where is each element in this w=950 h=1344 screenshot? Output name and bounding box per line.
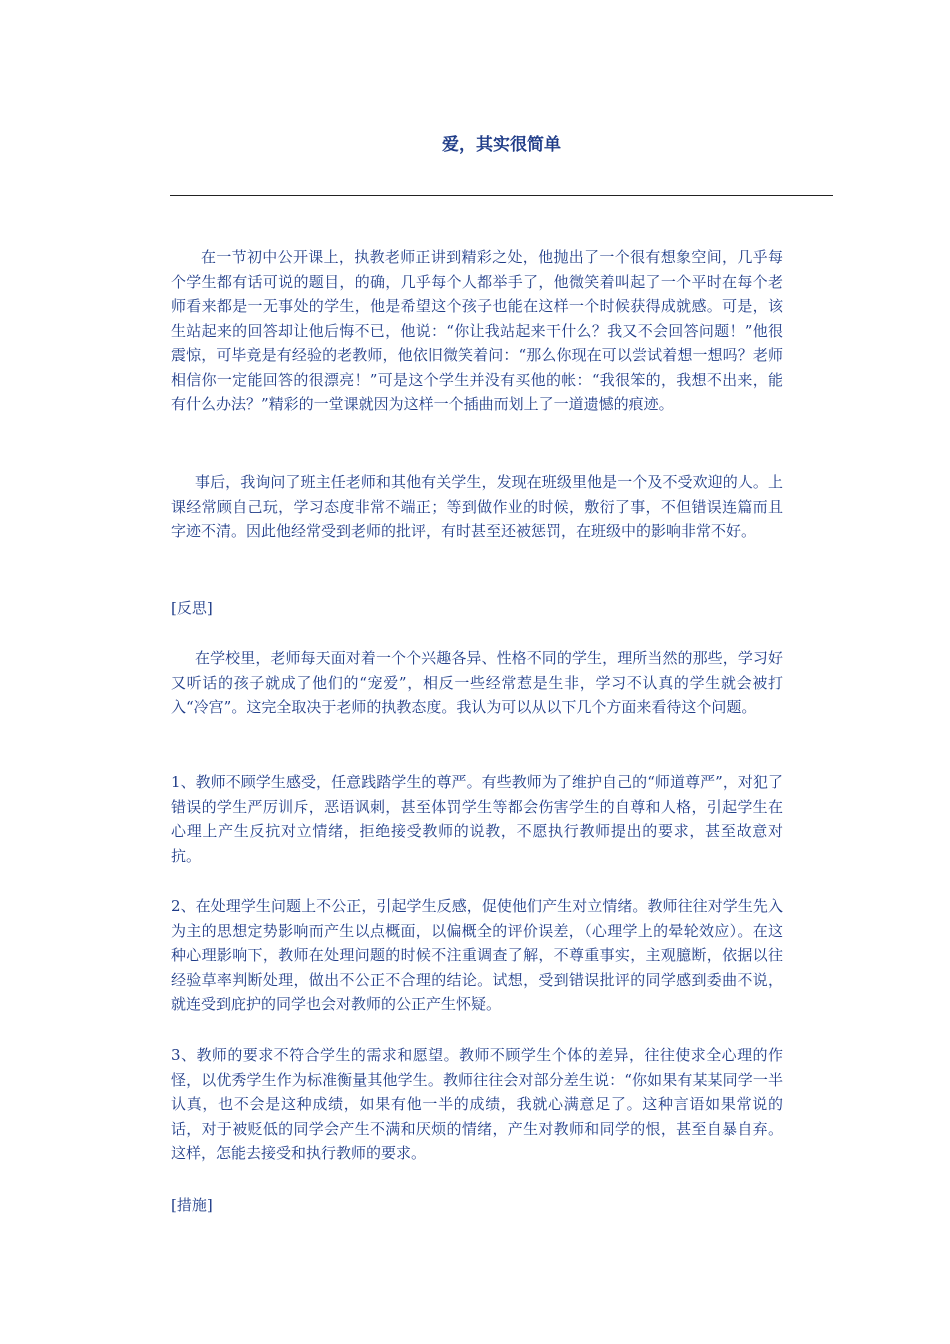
section-heading-measures: [措施] (171, 1196, 213, 1214)
paragraph-reflection: 在学校里，老师每天面对着一个个兴趣各异、性格不同的学生，理所当然的那些，学习好又听话的孩子就成了他们的“宠爱”，相反一些经常惹是生非，学习不认真的学生就会被打入“冷宫”。这完全取决于老师的执教态度。我认为可以从以下几个方面来看待这个问题。 (171, 649, 783, 716)
document-title: 爱，其实很简单 (442, 135, 561, 155)
paragraph-story: 在一节初中公开课上，执教老师正讲到精彩之处，他抛出了一个很有想象空间，几乎每个学生都有话可说的题目，的确，几乎每个人都举手了，他微笑着叫起了一个平时在每个老师看来都是一无事处的学生，他是希望这个孩子也能在这样一个时候获得成就感。可是，该生站起来的回答却让他后悔不已，他说：“你让我站起来干什么？我又不会回答问题！”他很震惊，可毕竟是有经验的老教师，他依旧微笑着问：“那么你现在可以尝试着想一想吗？老师相信你一定能回答的很漂亮！”可是这个学生并没有买他的帐：“我很笨的，我想不出来，能有什么办法？”精彩的一堂课就因为这样一个插曲而划上了一道遗憾的痕迹。 (171, 248, 783, 413)
section-heading-reflection: [反思] (171, 599, 213, 617)
paragraph-aftermath: 事后，我询问了班主任老师和其他有关学生，发现在班级里他是一个及不受欢迎的人。上课经常顾自己玩，学习态度非常不端正；等到做作业的时候，敷衍了事，不但错误连篇而且字迹不清。因此他经常受到老师的批评，有时甚至还被惩罚，在班级中的影响非常不好。 (171, 473, 783, 540)
title-divider (170, 195, 833, 196)
paragraph-point-1: 1、教师不顾学生感受，任意践踏学生的尊严。有些教师为了维护自己的“师道尊严”，对犯了错误的学生严厉训斥，恶语讽刺，甚至体罚学生等都会伤害学生的自尊和人格，引起学生在心理上产生反抗对立情绪，拒绝接受教师的说教，不愿执行教师提出的要求，甚至故意对抗。 (171, 773, 783, 865)
paragraph-point-3: 3、教师的要求不符合学生的需求和愿望。教师不顾学生个体的差异，往往使求全心理的作怪，以优秀学生作为标准衡量其他学生。教师往往会对部分差生说：“你如果有某某同学一半认真，也不会是这种成绩，如果有他一半的成绩，我就心满意足了。这种言语如果常说的话，对于被贬低的同学会产生不满和厌烦的情绪，产生对教师和同学的恨，甚至自暴自弃。这样，怎能去接受和执行教师的要求。 (171, 1046, 783, 1162)
paragraph-point-2: 2、在处理学生问题上不公正，引起学生反感，促使他们产生对立情绪。教师往往对学生先入为主的思想定势影响而产生以点概面，以偏概全的评价误差，（心理学上的晕轮效应）。在这种心理影响下，教师在处理问题的时候不注重调查了解，不尊重事实，主观臆断，依据以往经验草率判断处理，做出不公正不合理的结论。试想，受到错误批评的同学感到委曲不说，就连受到庇护的同学也会对教师的公正产生怀疑。 (171, 897, 783, 1013)
